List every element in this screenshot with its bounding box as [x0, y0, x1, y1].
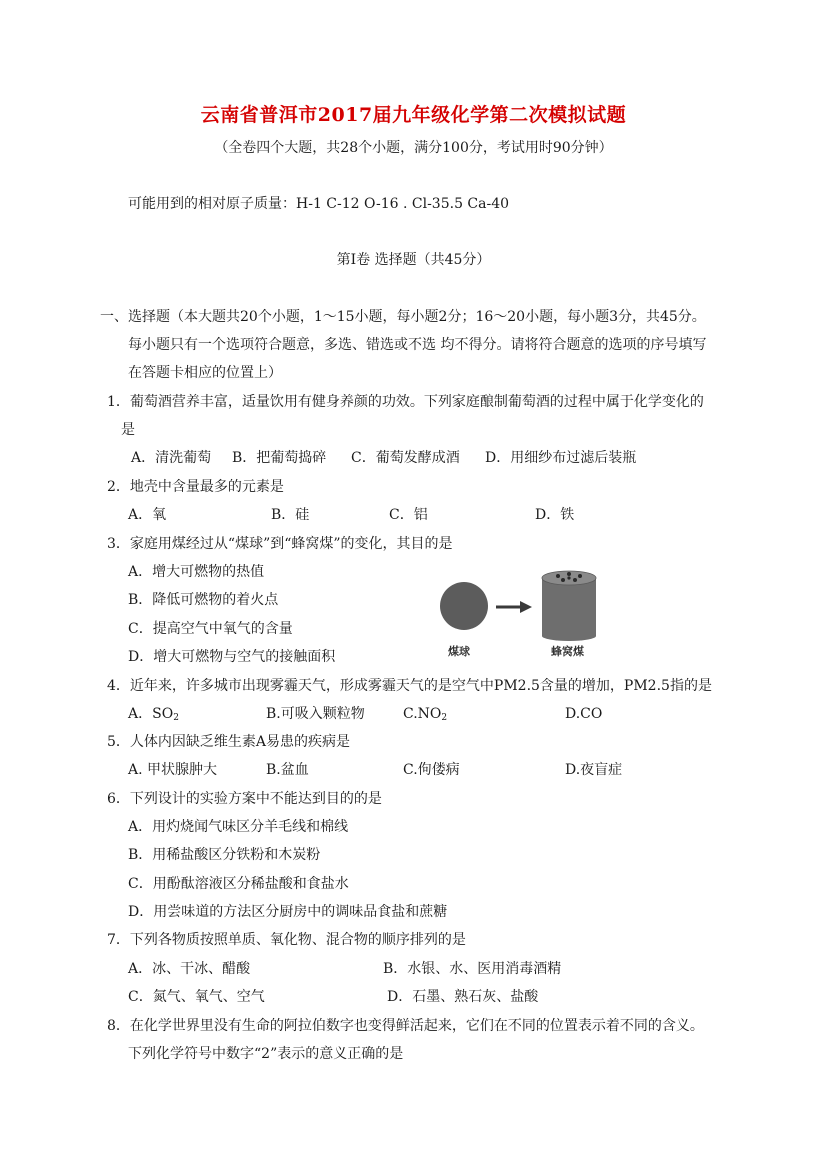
part1-instructions-line3: 在答题卡相应的位置上） [128, 365, 282, 381]
coal-ball-label: 煤球 [448, 645, 470, 658]
q3-option-b: B．降低可燃物的着火点 [128, 592, 279, 608]
q1-option-d: D．用细纱布过滤后装瓶 [485, 450, 637, 466]
q3-option-a: A．增大可燃物的热值 [128, 564, 265, 580]
section-title: 第Ⅰ卷 选择题（共45分） [336, 252, 491, 268]
q2-option-a: A．氧 [128, 507, 167, 523]
coal-ball-to-honeycomb-coal-diagram [434, 566, 604, 658]
q1-stem-cont: 是 [121, 422, 135, 438]
q5-option-a: A. 甲状腺肿大 [128, 762, 218, 778]
q6-option-d: D．用尝味道的方法区分厨房中的调味品食盐和蔗糖 [128, 904, 448, 920]
q8-stem: 8．在化学世界里没有生命的阿拉伯数字也变得鲜活起来，它们在不同的位置表示着不同的含义。 [107, 1018, 704, 1034]
exam-info: （全卷四个大题，共28个小题，满分100分，考试用时90分钟） [214, 140, 613, 156]
q7-stem: 7．下列各物质按照单质、氧化物、混合物的顺序排列的是 [107, 932, 466, 948]
q2-stem: 2．地壳中含量最多的元素是 [107, 479, 284, 495]
q2-option-c: C．铝 [389, 507, 428, 523]
q5-stem: 5．人体内因缺乏维生素A易患的疾病是 [107, 734, 351, 750]
q4-option-c: $C.NO_2$ [403, 706, 448, 723]
honeycomb-coal-shape [542, 571, 596, 641]
q1-stem: 1．葡萄酒营养丰富，适量饮用有健身养颜的功效。下列家庭酿制葡萄酒的过程中属于化学变化的 [107, 394, 704, 410]
q4-option-a: A．$SO_2$ [128, 706, 179, 723]
honeycomb-coal-label: 蜂窝煤 [551, 645, 584, 658]
q3-stem: 3．家庭用煤经过从“煤球”到“蜂窝煤”的变化，其目的是 [107, 536, 453, 552]
q7-option-a: A．冰、干冰、醋酸 [128, 961, 251, 977]
q7-option-c: C．氮气、氧气、空气 [128, 989, 265, 1005]
q6-option-b: B．用稀盐酸区分铁粉和木炭粉 [128, 847, 321, 863]
q2-option-b: B．硅 [271, 507, 310, 523]
page-title: 云南省普洱市2017届九年级化学第二次模拟试题 [200, 104, 627, 126]
q6-option-a: A．用灼烧闻气味区分羊毛线和棉线 [128, 819, 349, 835]
q5-option-b: B.盆血 [266, 762, 309, 778]
q5-option-d: D.夜盲症 [565, 762, 623, 778]
q3-option-d: D．增大可燃物与空气的接触面积 [128, 649, 336, 665]
q6-option-c: C．用酚酞溶液区分稀盐酸和食盐水 [128, 876, 349, 892]
part1-instructions-line1: 一、选择题（本大题共20个小题，1～15小题，每小题2分；16～20小题，每小题3分，共45分。 [100, 309, 706, 325]
q1-option-b: B．把葡萄捣碎 [232, 450, 327, 466]
q1-option-c: C．葡萄发酵成酒 [351, 450, 460, 466]
arrow-icon [520, 601, 532, 613]
q6-stem: 6．下列设计的实验方案中不能达到目的的是 [107, 791, 382, 807]
q4-option-d: D.CO [565, 706, 603, 722]
part1-instructions-line2: 每小题只有一个选项符合题意，多选、错选或不选 均不得分。请将符合题意的选项的序号填写 [128, 337, 707, 353]
q3-option-c: C．提高空气中氧气的含量 [128, 621, 293, 637]
q8-stem-cont: 下列化学符号中数字“2”表示的意义正确的是 [128, 1046, 404, 1062]
atomic-masses: 可能用到的相对原子质量：H-1 C-12 O-16 . Cl-35.5 Ca-40 [128, 196, 510, 212]
q7-option-b: B．水银、水、医用消毒酒精 [383, 961, 562, 977]
q1-option-a: A．清洗葡萄 [131, 450, 212, 466]
coal-ball-shape [440, 582, 488, 630]
q7-option-d: D．石墨、熟石灰、盐酸 [387, 989, 539, 1005]
q4-option-b: B.可吸入颗粒物 [266, 706, 365, 722]
q5-option-c: C.佝偻病 [403, 762, 460, 778]
q2-option-d: D．铁 [535, 507, 575, 523]
q4-stem: 4．近年来，许多城市出现雾霾天气，形成雾霾天气的是空气中PM2.5含量的增加，PM2.5指的是 [107, 678, 712, 694]
